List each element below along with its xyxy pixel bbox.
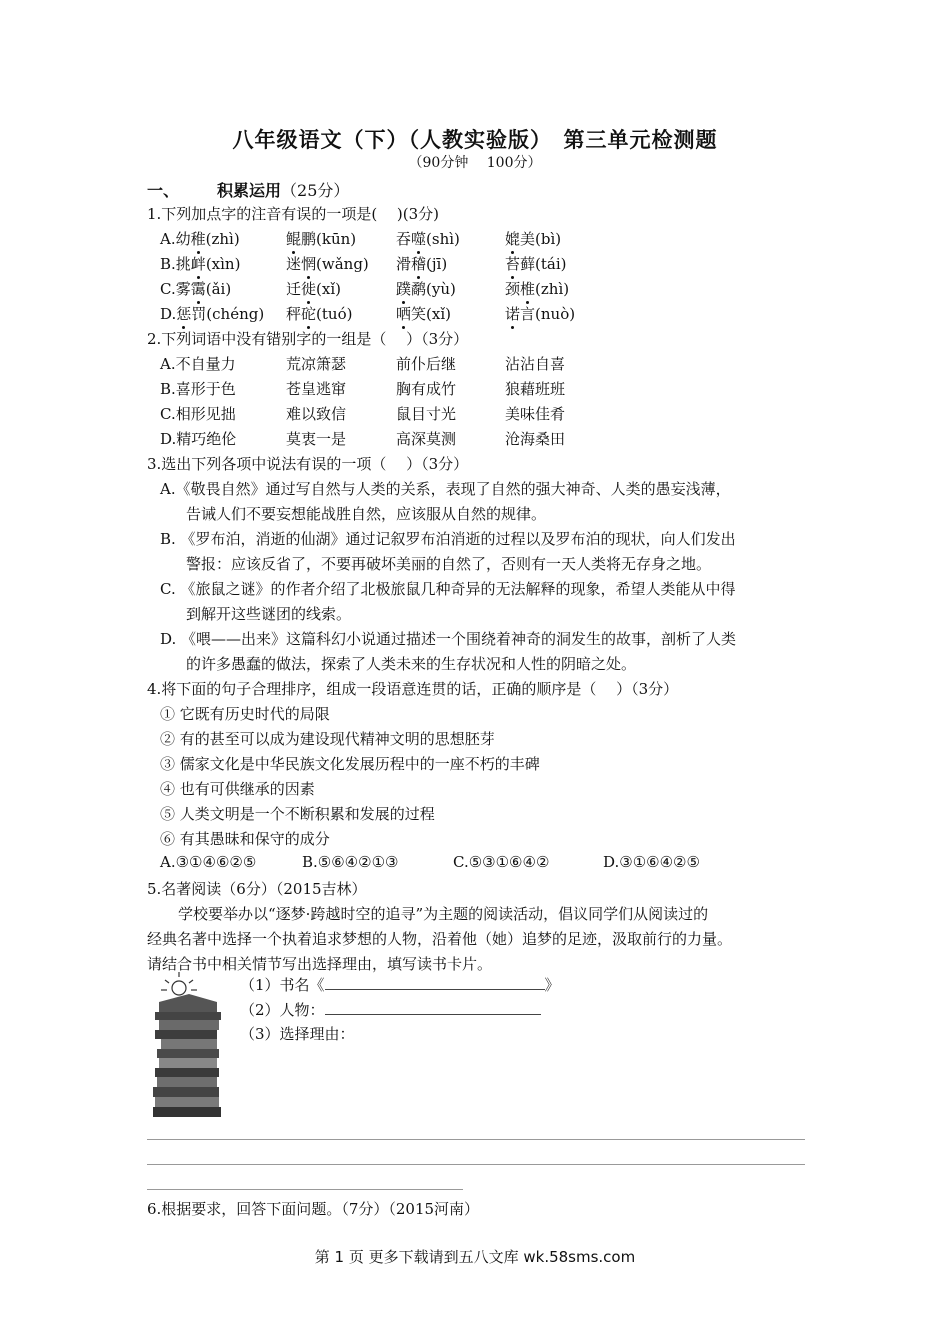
question-3-option-d-line2: 的许多愚蠢的做法，探索了人类未来的生存状况和人性的阴暗之处。 — [186, 655, 637, 673]
question-4-option-a: A.③①④⑥②⑤ — [160, 853, 257, 871]
question-2-option-item: 胸有成竹 — [396, 380, 457, 398]
question-5-paragraph-line: 经典名著中选择一个执着追求梦想的人物，沿着他（她）追梦的足迹，汲取前行的力量。 — [147, 930, 733, 948]
option-pinyin: 笑(xǐ) — [411, 305, 451, 323]
option-pinyin: (xìn) — [205, 255, 241, 273]
question-3-stem: 3.选出下列各项中说法有误的一项（ ）（3分） — [147, 455, 469, 473]
dotted-character: 惩 — [176, 305, 192, 323]
answer-line[interactable] — [147, 1189, 463, 1190]
question-2-option-item: 美味佳肴 — [505, 405, 566, 423]
question-2-option-item: 荒凉箫瑟 — [286, 355, 347, 373]
option-pinyin: (zhì) — [535, 280, 570, 298]
question-2-option-item: D.精巧绝伦 — [160, 430, 237, 448]
question-1-option-item — [505, 303, 575, 324]
section-name: 积累运用 — [217, 181, 282, 200]
dotted-character: 砣 — [301, 305, 317, 323]
question-5-stem: 5.名著阅读（6分）（2015吉林） — [147, 880, 367, 898]
question-3-option-a-line2: 告诫人们不要妄想能战胜自然，应该服从自然的规律。 — [186, 505, 547, 523]
option-pinyin: (jī) — [426, 255, 448, 273]
person-blank[interactable] — [325, 998, 541, 1015]
option-pinyin: (tuó) — [316, 305, 353, 323]
option-text: 滑 — [396, 255, 412, 273]
option-pinyin: (xǐ) — [316, 280, 341, 298]
option-text: 迁 — [286, 280, 302, 298]
option-pinyin: 鹬(yù) — [411, 280, 456, 298]
option-pinyin: (zhì) — [205, 230, 240, 248]
question-1-option-item — [160, 303, 264, 324]
book-name-close: 》 — [544, 976, 560, 994]
question-4-stem: 4.将下面的句子合理排序，组成一段语意连贯的话，正确的顺序是（ ）（3分） — [147, 680, 679, 698]
question-5-paragraph-line: 请结合书中相关情节写出选择理由，填写读书卡片。 — [147, 955, 493, 973]
question-1-option-item — [396, 253, 447, 274]
question-4-sentence: ④ 也有可供继承的因素 — [160, 780, 315, 798]
question-1-option-item — [505, 278, 569, 299]
option-pinyin: 罚(chéng) — [191, 305, 265, 323]
option-text: 迷 — [286, 255, 302, 273]
question-1-option-item — [505, 228, 561, 249]
question-1-option-item — [286, 278, 341, 299]
question-2-option-item: 狼藉班班 — [505, 380, 566, 398]
question-1-option-item — [286, 253, 369, 274]
question-1-stem: 1.下列加点字的注音有误的一项是( )(3分) — [147, 205, 440, 223]
question-4-sentence: ⑥ 有其愚昧和保守的成分 — [160, 830, 330, 848]
question-1-option-item — [160, 278, 231, 299]
section-number: 一、 — [147, 181, 180, 200]
question-3-option-c-line2: 到解开这些谜团的线索。 — [186, 605, 352, 623]
question-1-option-item — [396, 228, 460, 249]
question-2-option-item: 苍皇逃窜 — [286, 380, 347, 398]
question-4-sentence: ③ 儒家文化是中华民族文化发展历程中的一座不朽的丰碑 — [160, 755, 540, 773]
reading-card-person — [240, 998, 541, 1020]
answer-line[interactable] — [147, 1164, 805, 1165]
section-heading — [147, 178, 349, 201]
option-pinyin: (wǎng) — [316, 255, 369, 273]
dotted-character: 霭 — [190, 280, 206, 298]
question-2-option-item: 沧海桑田 — [505, 430, 566, 448]
question-4-sentence: ⑤ 人类文明是一个不断积累和发展的过程 — [160, 805, 435, 823]
dotted-character: 蹼 — [396, 280, 412, 298]
question-1-option-item — [160, 253, 240, 274]
option-pinyin: 言(nuò) — [520, 305, 576, 323]
reading-card-book — [240, 973, 560, 995]
book-name-blank[interactable] — [325, 973, 545, 990]
question-2-option-item: 前仆后继 — [396, 355, 457, 373]
question-4-sentence: ② 有的甚至可以成为建设现代精神文明的思想胚芽 — [160, 730, 495, 748]
dotted-character: 稚 — [190, 230, 206, 248]
dotted-character: 苔 — [505, 255, 521, 273]
option-text: B.挑 — [160, 255, 191, 273]
dotted-character: 哂 — [396, 305, 412, 323]
page-footer: 第 1 页 更多下载请到五八文库 wk.58sms.com — [314, 1248, 636, 1266]
section-score: （25分） — [281, 181, 350, 200]
question-2-stem: 2.下列词语中没有错别字的一组是（ ）（3分） — [147, 330, 469, 348]
question-2-option-item: 难以致信 — [286, 405, 347, 423]
book-stack-illustration — [145, 968, 227, 1118]
question-1-option-item — [160, 228, 240, 249]
reason-label: （3）选择理由： — [240, 1025, 355, 1043]
option-text: C.雾 — [160, 280, 191, 298]
option-text: 吞 — [396, 230, 412, 248]
question-3-option-b-line1: B. 《罗布泊，消逝的仙湖》通过记叙罗布泊消逝的过程以及罗布泊的现状，向人们发出 — [160, 530, 736, 548]
question-1-option-item — [505, 253, 567, 274]
question-4-option-c: C.⑤③①⑥④② — [453, 853, 550, 871]
dotted-character: 稽 — [411, 255, 427, 273]
answer-line[interactable] — [147, 1139, 805, 1140]
option-pinyin: 藓(tái) — [520, 255, 567, 273]
option-pinyin: 美(bì) — [520, 230, 562, 248]
question-1-option-item — [286, 303, 352, 324]
book-name-label: （1）书名《 — [240, 976, 325, 994]
person-label: （2）人物： — [240, 1001, 325, 1019]
question-1-option-item — [396, 303, 451, 324]
dotted-character: 鲲 — [286, 230, 302, 248]
dotted-character: 徙 — [301, 280, 317, 298]
page-subtitle: （90分钟 100分） — [408, 155, 542, 171]
question-5-paragraph-line: 学校要举办以“逐梦·跨越时空的追寻”为主题的阅读活动，倡议同学们从阅读过的 — [178, 905, 709, 923]
question-3-option-d-line1: D. 《喂——出来》这篇科幻小说通过描述一个围绕着神奇的洞发生的故事，剖析了人类 — [160, 630, 737, 648]
dotted-character: 噬 — [411, 230, 427, 248]
question-6-stem: 6.根据要求，回答下面问题。（7分）（2015河南） — [147, 1200, 480, 1218]
question-4-option-d: D.③①⑥④②⑤ — [603, 853, 700, 871]
option-text: 秤 — [286, 305, 302, 323]
question-2-option-item: 鼠目寸光 — [396, 405, 457, 423]
option-pinyin: (shì) — [426, 230, 460, 248]
question-1-option-item — [286, 228, 356, 249]
dotted-character: 衅 — [190, 255, 206, 273]
option-text: 颈 — [505, 280, 521, 298]
question-2-option-item: C.相形见拙 — [160, 405, 236, 423]
option-text: A.幼 — [160, 230, 191, 248]
question-4-sentence: ① 它既有历史时代的局限 — [160, 705, 330, 723]
dotted-character: 诺 — [505, 305, 521, 323]
question-3-option-c-line1: C. 《旅鼠之谜》的作者介绍了北极旅鼠几种奇异的无法解释的现象，希望人类能从中得 — [160, 580, 736, 598]
question-2-option-item: B.喜形于色 — [160, 380, 236, 398]
question-2-option-item: 沾沾自喜 — [505, 355, 566, 373]
option-text: D. — [160, 305, 177, 323]
question-2-option-item: A.不自量力 — [160, 355, 236, 373]
question-2-option-item: 高深莫测 — [396, 430, 457, 448]
question-1-option-item — [396, 278, 456, 299]
question-3-option-b-line2: 警报：应该反省了，不要再破坏美丽的自然了，否则有一天人类将无存身之地。 — [186, 555, 712, 573]
dotted-character: 惘 — [301, 255, 317, 273]
option-pinyin: (ǎi) — [205, 280, 232, 298]
dotted-character: 椎 — [520, 280, 536, 298]
option-pinyin: 鹏(kūn) — [301, 230, 357, 248]
dotted-character: 媲 — [505, 230, 521, 248]
question-3-option-a-line1: A.《敬畏自然》通过写自然与人类的关系，表现了自然的强大神奇、人类的愚妄浅薄， — [160, 480, 731, 498]
question-4-option-b: B.⑤⑥④②①③ — [302, 853, 399, 871]
page-title: 八年级语文（下）（人教实验版） 第三单元检测题 — [232, 128, 718, 152]
question-2-option-item: 莫衷一是 — [286, 430, 347, 448]
